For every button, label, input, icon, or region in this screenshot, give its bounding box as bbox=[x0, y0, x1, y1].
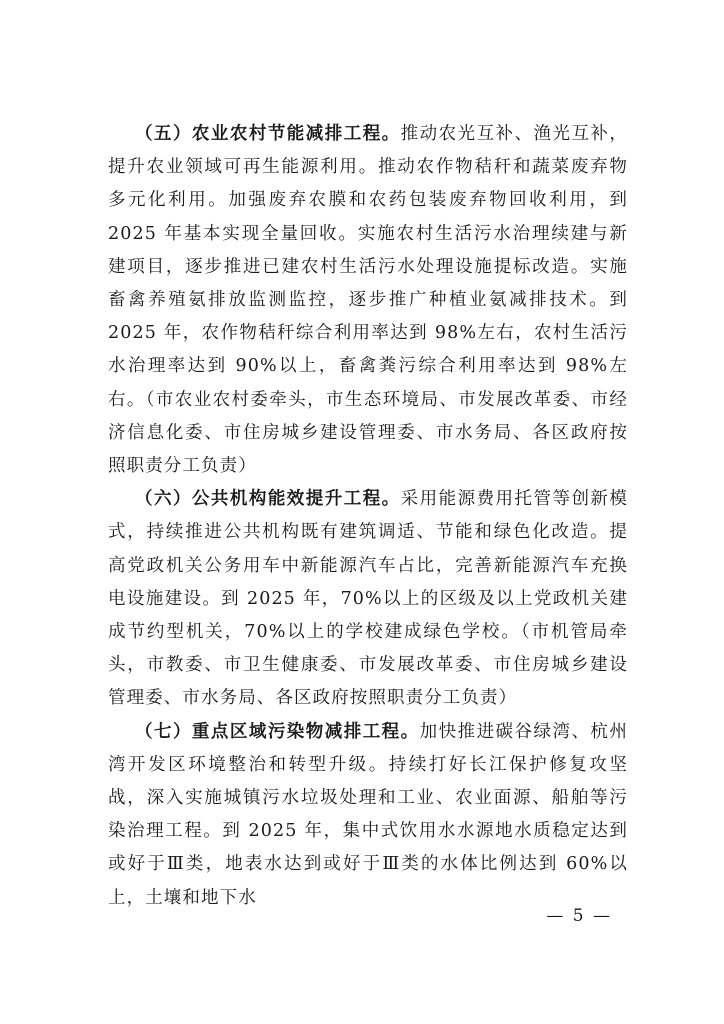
paragraph-text: 加快推进碳谷绿湾、杭州湾开发区环境整治和转型升级。持续打好长江保护修复攻坚战，深入实施城镇污水垃圾处理和工业、农业面源、船舶等污染治理工程。到 2025 年，集中式饮用水水源地水质稳定达到或好于Ⅲ类，地表水达到或好于Ⅲ类的水体比例达到 60%以上，土壤和地下水 bbox=[108, 721, 628, 908]
paragraph-heading: （五）农业农村节能减排工程。 bbox=[135, 124, 401, 144]
document-body bbox=[108, 118, 628, 915]
paragraph-heading: （六）公共机构能效提升工程。 bbox=[135, 489, 401, 510]
page-number: — 5 — bbox=[546, 906, 612, 926]
paragraph-text: 推动农光互补、渔光互补，提升农业领域可再生能源利用。推动农作物秸秆和蔬菜废弃物多元化利用。加强废弃农膜和农药包装废弃物回收利用，到 2025 年基本实现全量回收。实施农村生活污水治理续建与新建项目，逐步推进已建农村生活污水处理设施提标改造。实施畜禽养殖氨排放监测监控，逐步推广种植业氨减排技术。到 2025 年，农作物秸秆综合利用率达到 98%左右，农村生活污水治理率达到 90%以上，畜禽粪污综合利用率达到 98%左右。（市农业农村委牵头，市生态环境局、市发展改革委、市经济信息化委、市住房城乡建设管理委、市水务局、各区政府按照职责分工负责） bbox=[108, 124, 629, 477]
paragraph-public-institutions bbox=[108, 483, 628, 715]
paragraph-heading: （七）重点区域污染物减排工程。 bbox=[135, 721, 420, 742]
paragraph-key-regions bbox=[108, 716, 628, 915]
paragraph-text: 采用能源费用托管等创新模式，持续推进公共机构既有建筑调适、节能和绿色化改造。提高党政机关公务用车中新能源汽车占比，完善新能源汽车充换电设施建设。到 2025 年，70%以上的区级及以上党政机关建成节约型机关，70%以上的学校建成绿色学校。（市机管局牵头，市教委、市卫生健康委、市发展改革委、市住房城乡建设管理委、市水务局、各区政府按照职责分工负责） bbox=[108, 489, 629, 709]
paragraph-agriculture bbox=[108, 118, 628, 483]
